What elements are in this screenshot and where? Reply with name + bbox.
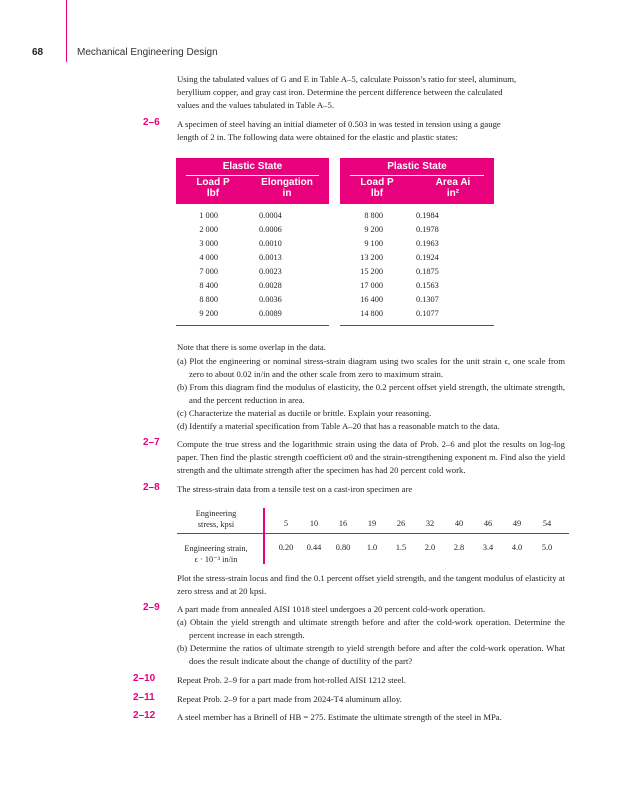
problem-number-2-11: 2–11 (133, 692, 155, 703)
problem-number-2-8: 2–8 (143, 482, 160, 493)
stress-value: 10 (309, 519, 319, 528)
elastic-load-cell: 7 000 (199, 267, 218, 276)
stress-value: 19 (367, 519, 377, 528)
problem-2-6-part-a: (a) Plot the engineering or nominal stress-strain diagram using two scales for the unit strain ϵ, one scale from zero to about 0.02 in/in and the other scale from zero to maximum strain. (177, 356, 565, 379)
problem-2-11-text: Repeat Prob. 2–9 for a part made from 2024-T4 aluminum alloy. (177, 694, 402, 704)
area-cell: 0.1984 (416, 211, 439, 220)
strain-value: 5.0 (541, 543, 553, 552)
area-cell: 0.1307 (416, 295, 439, 304)
stress-value: 46 (483, 519, 493, 528)
problem-2-6-note: Note that there is some overlap in the data. (177, 342, 326, 352)
elastic-state-title: Elastic State (176, 161, 329, 172)
plastic-load-cell: 17 000 (360, 281, 383, 290)
problem-2-6-part-d: (d) Identify a material specification from Table A–20 that has a reasonable match to the data. (177, 421, 500, 431)
plastic-state-header (340, 158, 494, 204)
area-cell: 0.1963 (416, 239, 439, 248)
plastic-load-label: Load P (360, 177, 394, 188)
stress-value: 40 (454, 519, 464, 528)
problem-2-6-part-b: (b) From this diagram find the modulus of elasticity, the 0.2 percent offset yield strength, the ultimate strength, and the percent reduction in area. (177, 382, 565, 405)
plastic-load-unit: lbf (370, 188, 384, 199)
table-2-horizontal-rule (177, 533, 569, 534)
elastic-load-label: Load P (196, 177, 230, 188)
elongation-col-header (252, 177, 322, 199)
stress-value: 5 (283, 519, 289, 528)
plastic-load-cell: 8 800 (364, 211, 383, 220)
running-title: Mechanical Engineering Design (77, 47, 218, 58)
plastic-load-cell: 16 400 (360, 295, 383, 304)
stress-value: 54 (542, 519, 552, 528)
elongation-cell: 0.0028 (259, 281, 282, 290)
elongation-cell: 0.0006 (259, 225, 282, 234)
problem-2-6-part-c: (c) Characterize the material as ductile or brittle. Explain your reasoning. (177, 408, 432, 418)
area-cell: 0.1563 (416, 281, 439, 290)
area-cell: 0.1978 (416, 225, 439, 234)
strain-value: 2.8 (453, 543, 465, 552)
problem-2-8-followup: Plot the stress-strain locus and find the 0.1 percent offset yield strength, and the tangent modulus of elasticity at zero stress and at 20 kpsi. (177, 573, 565, 596)
strain-value: 2.0 (424, 543, 436, 552)
problem-2-12-text: A steel member has a Brinell of HB = 275. Estimate the ultimate strength of the steel in MPa. (177, 712, 502, 722)
table-2-vertical-rule (263, 508, 265, 564)
stress-label-line-2: stress, kpsi (197, 520, 235, 529)
stress-row-label (172, 508, 260, 530)
strain-value: 3.4 (482, 543, 494, 552)
elastic-table-bottom-rule (176, 325, 329, 326)
elastic-load-col-header (182, 177, 244, 199)
intro-line-3: values and the values tabulated in Table A–5. (177, 100, 335, 110)
header-rule (66, 0, 67, 62)
strain-row-label (172, 543, 260, 565)
problem-2-6-line-2: length of 2 in. The following data were obtained for the elastic and plastic states: (177, 132, 458, 142)
elongation-cell: 0.0010 (259, 239, 282, 248)
elongation-cell: 0.0089 (259, 309, 282, 318)
elastic-load-cell: 8 400 (199, 281, 218, 290)
area-label: Area Ai (435, 177, 471, 188)
strain-value: 1.0 (366, 543, 378, 552)
problem-number-2-12: 2–12 (133, 710, 156, 721)
plastic-table-bottom-rule (340, 325, 494, 326)
page-number: 68 (32, 47, 44, 58)
elongation-label: Elongation (261, 177, 313, 188)
elastic-load-unit: lbf (206, 188, 220, 199)
strain-label-line-2: ϵ · 10⁻³ in/in (194, 555, 238, 564)
problem-2-6-line-1: A specimen of steel having an initial diameter of 0.503 in was tested in tension using a gauge (177, 119, 501, 129)
strain-label-line-1: Engineering strain, (184, 544, 248, 553)
intro-paragraph (177, 73, 565, 112)
stress-value: 49 (512, 519, 522, 528)
plastic-state-title: Plastic State (340, 161, 494, 172)
elongation-cell: 0.0023 (259, 267, 282, 276)
problem-2-7-text: Compute the true stress and the logarithmic strain using the data of Prob. 2–6 and plot the results on log-log paper. Then find the plastic strength coefficient σ0 and the strain-strengthening exponent m. Find also the yield strength and the ultimate strength after the specimen has had 20 percent cold work. (177, 439, 565, 475)
elastic-load-cell: 2 000 (199, 225, 218, 234)
strain-value: 1.5 (395, 543, 407, 552)
elastic-load-cell: 8 800 (199, 295, 218, 304)
area-col-header (418, 177, 488, 199)
strain-value: 4.0 (511, 543, 523, 552)
plastic-load-cell: 9 100 (364, 239, 383, 248)
elastic-load-cell: 4 000 (199, 253, 218, 262)
plastic-load-cell: 15 200 (360, 267, 383, 276)
intro-line-1: Using the tabulated values of G and E in Table A–5, calculate Poisson’s ratio for steel, aluminum, (177, 74, 517, 84)
strain-value: 0.20 (278, 543, 294, 552)
elongation-cell: 0.0036 (259, 295, 282, 304)
stress-label-line-1: Engineering (195, 509, 237, 518)
area-cell: 0.1077 (416, 309, 439, 318)
elastic-load-cell: 3 000 (199, 239, 218, 248)
elastic-state-header (176, 158, 329, 204)
problem-number-2-7: 2–7 (143, 437, 160, 448)
area-cell: 0.1875 (416, 267, 439, 276)
elongation-cell: 0.0004 (259, 211, 282, 220)
elastic-load-cell: 9 200 (199, 309, 218, 318)
intro-line-2: beryllium copper, and gray cast iron. Determine the percent difference between the calculated (177, 87, 503, 97)
problem-2-6-text (177, 118, 565, 144)
plastic-load-cell: 9 200 (364, 225, 383, 234)
problem-2-9-part-b: (b) Determine the ratios of ultimate strength to yield strength before and after the cold-work operation. What does the result indicate about the change of ductility of the part? (177, 643, 565, 666)
elastic-load-cell: 1 000 (199, 211, 218, 220)
plastic-load-cell: 13 200 (360, 253, 383, 262)
plastic-load-cell: 14 800 (360, 309, 383, 318)
stress-value: 32 (425, 519, 435, 528)
strain-value: 0.44 (306, 543, 322, 552)
elongation-unit: in (282, 188, 292, 199)
stress-value: 16 (338, 519, 348, 528)
area-cell: 0.1924 (416, 253, 439, 262)
problem-number-2-9: 2–9 (143, 602, 160, 613)
problem-2-10-text: Repeat Prob. 2–9 for a part made from hot-rolled AISI 1212 steel. (177, 675, 406, 685)
stress-value: 26 (396, 519, 406, 528)
elongation-cell: 0.0013 (259, 253, 282, 262)
plastic-load-col-header (346, 177, 408, 199)
problem-number-2-10: 2–10 (133, 673, 156, 684)
strain-value: 0.80 (335, 543, 351, 552)
problem-number-2-6: 2–6 (143, 117, 160, 128)
problem-2-9-part-a: (a) Obtain the yield strength and ultimate strength before and after the cold-work operation. Determine the percent increase in each strength. (177, 617, 565, 640)
problem-2-8-text: The stress-strain data from a tensile test on a cast-iron specimen are (177, 484, 413, 494)
area-unit: in² (446, 188, 460, 199)
problem-2-9-text: A part made from annealed AISI 1018 steel undergoes a 20 percent cold-work operation. (177, 604, 486, 614)
